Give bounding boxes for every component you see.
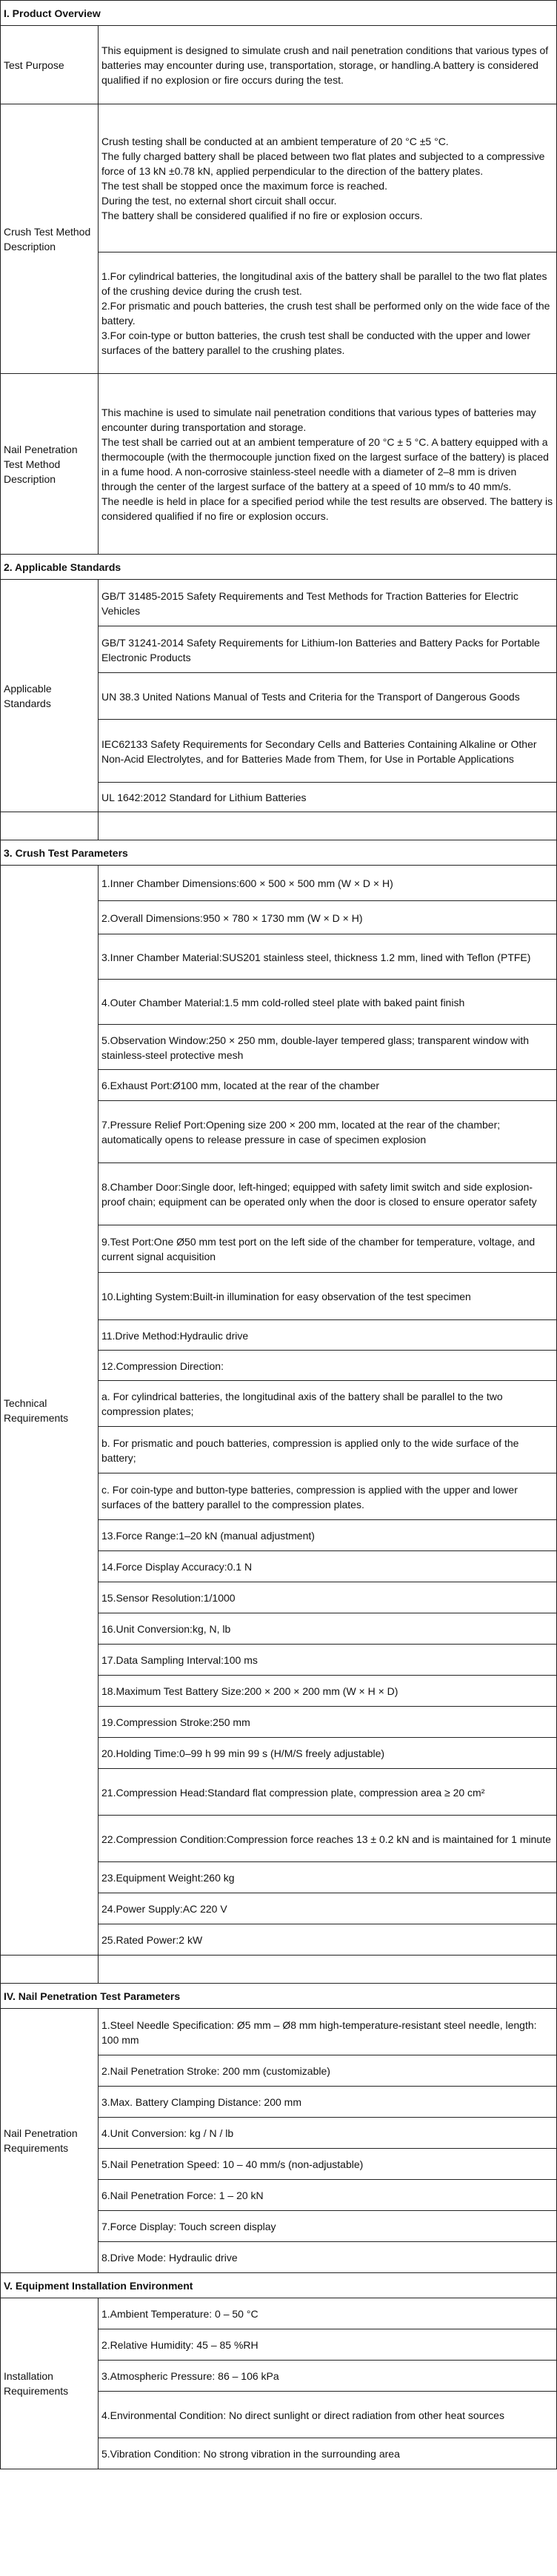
standard-item: UL 1642:2012 Standard for Lithium Batteries xyxy=(99,783,557,812)
nail-param-item: 6.Nail Penetration Force: 1 – 20 kN xyxy=(99,2180,557,2211)
blank-cell xyxy=(1,812,99,840)
blank-cell xyxy=(99,1956,557,1984)
crush-param-item: 18.Maximum Test Battery Size:200 × 200 × 200 mm (W × H × D) xyxy=(99,1676,557,1707)
nail-param-item: 5.Nail Penetration Speed: 10 – 40 mm/s (non-adjustable) xyxy=(99,2149,557,2180)
blank-cell xyxy=(99,812,557,840)
crush-method-line: The fully charged battery shall be placed between two flat plates and subjected to a compressive force of 13 kN ±0.78 kN, applied perpendicular to the direction of the battery plates. xyxy=(101,150,545,177)
crush-param-item: 20.Holding Time:0–99 h 99 min 99 s (H/M/S freely adjustable) xyxy=(99,1738,557,1769)
crush-param-item: 16.Unit Conversion:kg, N, lb xyxy=(99,1613,557,1645)
crush-param-item: 1.Inner Chamber Dimensions:600 × 500 × 500 mm (W × D × H) xyxy=(99,866,557,901)
crush-param-item: 4.Outer Chamber Material:1.5 mm cold-rolled steel plate with baked paint finish xyxy=(99,980,557,1025)
crush-method-label: Crush Test Method Description xyxy=(1,104,99,374)
standards-label: Applicable Standards xyxy=(1,580,99,812)
env-param-item: 3.Atmospheric Pressure: 86 – 106 kPa xyxy=(99,2361,557,2392)
test-purpose-text: This equipment is designed to simulate crush and nail penetration conditions that various types of batteries may encounter during use, transportation, storage, or handling.A battery is considered qualified if no explosion or fire occurs during the test. xyxy=(99,26,557,104)
crush-param-item: 5.Observation Window:250 × 250 mm, double-layer tempered glass; transparent window with stainless-steel protective mesh xyxy=(99,1025,557,1070)
section-heading-env: V. Equipment Installation Environment xyxy=(1,2273,557,2298)
crush-param-item: 19.Compression Stroke:250 mm xyxy=(99,1707,557,1738)
nail-param-item: 8.Drive Mode: Hydraulic drive xyxy=(99,2242,557,2273)
crush-method-rules xyxy=(99,252,557,374)
nail-param-item: 3.Max. Battery Clamping Distance: 200 mm xyxy=(99,2087,557,2118)
crush-rule-line: 3.For coin-type or button batteries, the crush test shall be conducted with the upper and lower surfaces of the battery parallel to the crushing plates. xyxy=(101,329,530,356)
section-heading-standards: 2. Applicable Standards xyxy=(1,555,557,580)
crush-method-line: Crush testing shall be conducted at an ambient temperature of 20 °C ±5 °C. xyxy=(101,136,449,147)
env-param-item: 5.Vibration Condition: No strong vibration in the surrounding area xyxy=(99,2438,557,2469)
crush-param-item: 22.Compression Condition:Compression force reaches 13 ± 0.2 kN and is maintained for 1 minute xyxy=(99,1816,557,1862)
crush-param-item: 21.Compression Head:Standard flat compression plate, compression area ≥ 20 cm² xyxy=(99,1769,557,1816)
crush-param-item: c. For coin-type and button-type batteries, compression is applied with the upper and lower surfaces of the battery parallel to the compression plates. xyxy=(99,1473,557,1520)
env-param-item: 4.Environmental Condition: No direct sunlight or direct radiation from other heat sources xyxy=(99,2392,557,2438)
test-purpose-label: Test Purpose xyxy=(1,26,99,104)
crush-param-item: a. For cylindrical batteries, the longitudinal axis of the battery shall be parallel to the two compression plates; xyxy=(99,1381,557,1427)
blank-cell xyxy=(1,1956,99,1984)
crush-param-item: 2.Overall Dimensions:950 × 780 × 1730 mm (W × D × H) xyxy=(99,901,557,934)
crush-param-item: 14.Force Display Accuracy:0.1 N xyxy=(99,1551,557,1582)
crush-param-item: 12.Compression Direction: xyxy=(99,1351,557,1381)
nail-method-line: This machine is used to simulate nail penetration conditions that various types of batteries may encounter during transportation and storage. xyxy=(101,407,536,433)
env-param-item: 2.Relative Humidity: 45 – 85 %RH xyxy=(99,2329,557,2361)
nail-param-item: 7.Force Display: Touch screen display xyxy=(99,2211,557,2242)
crush-param-item: 15.Sensor Resolution:1/1000 xyxy=(99,1582,557,1613)
crush-param-item: 13.Force Range:1–20 kN (manual adjustment) xyxy=(99,1520,557,1551)
section-heading-crush: 3. Crush Test Parameters xyxy=(1,840,557,866)
nail-method-line: The test shall be carried out at an ambient temperature of 20 °C ± 5 °C. A battery equipped with a thermocouple (with the thermocouple junction fixed on the largest surface of the battery) is placed in a fume hood. A non-corrosive stainless-steel needle with a diameter of 2–8 mm is driven through the center of the largest surface of the battery at a speed of 10 mm/s to 40 mm/s. xyxy=(101,436,549,492)
crush-param-item: 17.Data Sampling Interval:100 ms xyxy=(99,1645,557,1676)
nail-method-text xyxy=(99,374,557,555)
crush-param-item: 8.Chamber Door:Single door, left-hinged; equipped with safety limit switch and side explosion-proof chain; equipment can be operated only when the door is closed to ensure operator safety xyxy=(99,1163,557,1225)
crush-param-item: 3.Inner Chamber Material:SUS201 stainless steel, thickness 1.2 mm, lined with Teflon (PTFE) xyxy=(99,934,557,980)
crush-rule-line: 1.For cylindrical batteries, the longitudinal axis of the battery shall be parallel to the two flat plates of the crushing device during the crush test. xyxy=(101,270,547,297)
crush-param-item: 23.Equipment Weight:260 kg xyxy=(99,1862,557,1893)
technical-requirements-label: Technical Requirements xyxy=(1,866,99,1956)
crush-method-line: The test shall be stopped once the maximum force is reached. xyxy=(101,180,387,192)
nail-param-item: 1.Steel Needle Specification: Ø5 mm – Ø8 mm high-temperature-resistant steel needle, length: 100 mm xyxy=(99,2009,557,2055)
crush-param-item: 9.Test Port:One Ø50 mm test port on the left side of the chamber for temperature, voltage, and current signal acquisition xyxy=(99,1225,557,1273)
section-heading-nail: IV. Nail Penetration Test Parameters xyxy=(1,1984,557,2009)
crush-param-item: 10.Lighting System:Built-in illumination for easy observation of the test specimen xyxy=(99,1273,557,1320)
crush-method-text xyxy=(99,104,557,252)
installation-requirements-label: Installation Requirements xyxy=(1,2298,99,2469)
section-heading-overview: I. Product Overview xyxy=(1,1,557,26)
nail-param-item: 4.Unit Conversion: kg / N / lb xyxy=(99,2118,557,2149)
standard-item: GB/T 31485-2015 Safety Requirements and Test Methods for Traction Batteries for Electric Vehicles xyxy=(99,580,557,626)
crush-method-line: The battery shall be considered qualified if no fire or explosion occurs. xyxy=(101,210,423,221)
crush-param-item: 7.Pressure Relief Port:Opening size 200 × 200 mm, located at the rear of the chamber; automatically opens to release pressure in case of specimen explosion xyxy=(99,1101,557,1163)
standard-item: GB/T 31241-2014 Safety Requirements for Lithium-Ion Batteries and Battery Packs for Portable Electronic Products xyxy=(99,626,557,673)
crush-param-item: 25.Rated Power:2 kW xyxy=(99,1924,557,1956)
crush-param-item: 11.Drive Method:Hydraulic drive xyxy=(99,1320,557,1351)
crush-param-item: 6.Exhaust Port:Ø100 mm, located at the rear of the chamber xyxy=(99,1070,557,1101)
nail-requirements-label: Nail Penetration Requirements xyxy=(1,2009,99,2273)
crush-rule-line: 2.For prismatic and pouch batteries, the crush test shall be performed only on the wide face of the battery. xyxy=(101,300,550,327)
standard-item: UN 38.3 United Nations Manual of Tests and Criteria for the Transport of Dangerous Goods xyxy=(99,673,557,720)
standard-item: IEC62133 Safety Requirements for Secondary Cells and Batteries Containing Alkaline or Other Non-Acid Electrolytes, and for Batteries Made from Them, for Use in Portable Applications xyxy=(99,720,557,783)
crush-method-line: During the test, no external short circuit shall occur. xyxy=(101,195,337,207)
env-param-item: 1.Ambient Temperature: 0 – 50 °C xyxy=(99,2298,557,2329)
nail-param-item: 2.Nail Penetration Stroke: 200 mm (customizable) xyxy=(99,2055,557,2087)
crush-param-item: 24.Power Supply:AC 220 V xyxy=(99,1893,557,1924)
nail-method-line: The needle is held in place for a specified period while the test results are observed. The battery is considered qualified if no fire or explosion occurs. xyxy=(101,495,553,522)
crush-param-item: b. For prismatic and pouch batteries, compression is applied only to the wide surface of the battery; xyxy=(99,1427,557,1473)
nail-method-label: Nail Penetration Test Method Description xyxy=(1,374,99,555)
